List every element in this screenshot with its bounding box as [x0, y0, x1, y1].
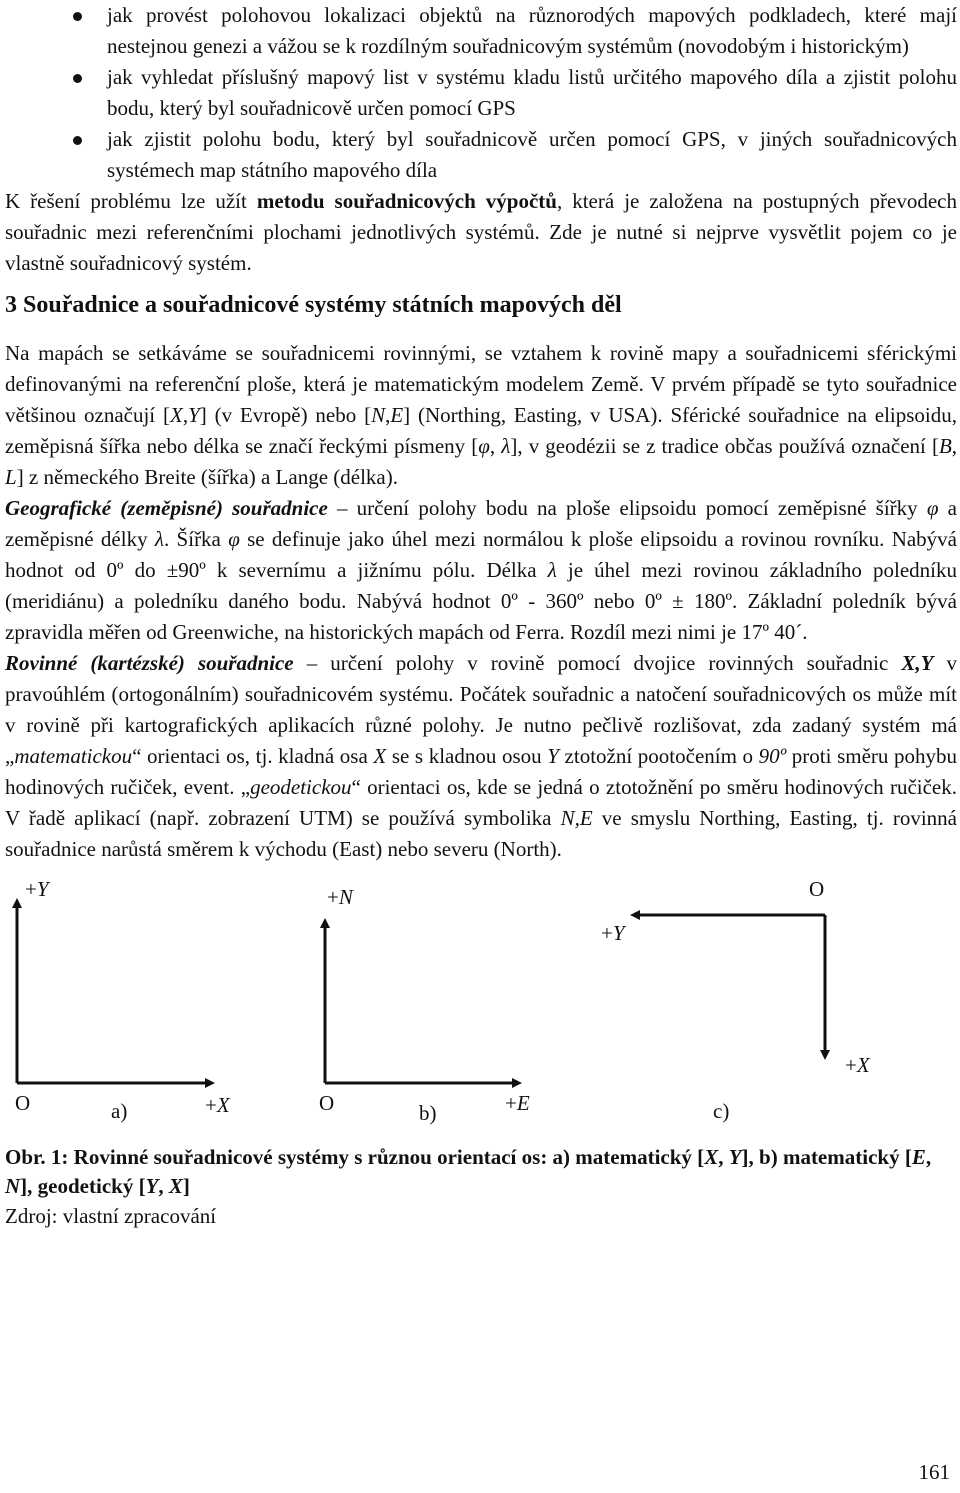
bullet-text: jak provést polohovou lokalizaci objektů na různorodých mapových podkladech, které mají nestejnou genezi a vážou se k rozdílným souřadnicovým systémům (novodobým i historickým): [107, 3, 957, 58]
symbol: φ: [478, 434, 490, 458]
symbol: λ: [547, 558, 557, 582]
emphasis: geodetickou: [250, 775, 352, 799]
sign: +: [205, 1093, 217, 1117]
text: ] z německého Breite (šířka) a Lange (délka).: [16, 465, 398, 489]
label-plus-y-a: [25, 877, 49, 901]
text: ,: [925, 1145, 932, 1169]
text: Obr. 1: Rovinné souřadnicové systémy s různou orientací os: a) matematický [: [5, 1145, 705, 1169]
term: Geografické (zeměpisné) souřadnice: [5, 496, 328, 520]
symbol: Y: [188, 403, 200, 427]
paragraph-geographic: [5, 493, 957, 648]
text: K řešení problému lze užít: [5, 189, 257, 213]
symbol: B: [938, 434, 952, 458]
symbol: λ: [501, 434, 511, 458]
text: – určení polohy bodu na ploše elipsoidu pomocí zeměpisné šířky: [327, 496, 927, 520]
text: ,: [489, 434, 502, 458]
axes-c: [635, 915, 825, 1055]
text: – určení polohy v rovině pomocí dvojice rovinných souřadnic: [293, 651, 902, 675]
bullet-text: jak vyhledat příslušný mapový list v systému kladu listů určitého mapového díla a zjistit polohu bodu, který byl souřadnicově určen pomocí GPS: [107, 65, 957, 120]
symbol: φ: [926, 496, 939, 520]
paragraph-cartesian: [5, 648, 957, 865]
text: . Šířka: [164, 527, 229, 551]
text: ztotožní pootočením o: [558, 744, 759, 768]
sign: +: [845, 1053, 857, 1077]
text: proti směru pohybu hodinových ručiček, event. „: [5, 744, 957, 799]
text: ,: [158, 1174, 169, 1198]
sign: +: [505, 1091, 517, 1115]
symbol: φ: [228, 527, 240, 551]
origin-b: O: [319, 1091, 335, 1115]
bullet-icon: [73, 136, 82, 145]
bullet-icon: [73, 12, 82, 21]
text: “ orientaci os, kde se jedná o ztotožnění po směru hodinových ručiček. V řadě aplikací (např. zobrazení UTM) se používá symbolika: [5, 775, 957, 830]
symbol: L: [5, 465, 17, 489]
intro-paragraph: [5, 186, 957, 279]
text: “ orientaci os, tj. kladná osa: [132, 744, 374, 768]
axis-name: E: [516, 1091, 530, 1115]
list-item: [5, 124, 957, 186]
text: a zeměpisné délky: [5, 496, 957, 551]
bold-term: metodu souřadnicových výpočtů: [256, 189, 557, 213]
axis-name: Y: [36, 877, 49, 901]
label-plus-y-c: [601, 921, 625, 945]
symbol: X: [373, 744, 387, 768]
text: se s kladnou osou: [386, 744, 548, 768]
text: ], geodetický [: [20, 1174, 146, 1198]
symbol: 90º: [758, 744, 787, 768]
emphasis: matematickou: [14, 744, 133, 768]
text: ]: [182, 1174, 190, 1198]
text: ] (v Evropě) nebo [: [199, 403, 372, 427]
symbol: X,Y: [901, 651, 934, 675]
coordinate-systems-figure: [5, 873, 957, 1143]
text: Na mapách se setkáváme se souřadnicemi rovinnými, se vztahem k rovině mapy a souřadnicemi sférickými definovanými na referenční ploše, která je matematickým modelem Země. V prvém případě se tyto souřadnice většinou označují [: [5, 341, 957, 427]
symbol: X: [168, 1174, 183, 1198]
axis-name: Y: [612, 921, 625, 945]
origin-a: O: [15, 1091, 31, 1115]
figure-caption: [5, 1143, 957, 1201]
text: ,: [182, 403, 189, 427]
caption-a: a): [111, 1099, 128, 1123]
bullet-icon: [73, 74, 82, 83]
sign: +: [601, 921, 613, 945]
text: ,: [385, 403, 391, 427]
list-item: [5, 0, 957, 62]
label-plus-x-c: [845, 1053, 870, 1077]
axes-diagram: [5, 873, 957, 1143]
text: , která je založena na postupných převodech souřadnic mezi referenčními plochami jednotlivých systémů. Zde je nutné si nejprve vysvětlit pojem co je vlastně souřadnicový systém.: [5, 189, 957, 275]
term: Rovinné (kartézské) souřadnice: [5, 651, 294, 675]
section-heading: 3 Souřadnice a souřadnicové systémy státních mapových děl: [5, 292, 622, 318]
symbol: λ: [154, 527, 164, 551]
symbol: N: [371, 403, 386, 427]
text: se definuje jako úhel mezi normálou k ploše elipsoidu a rovinou rovníku. Nabývá hodnot od 0º do ±90º k severnímu a jižnímu pólu. Délka: [5, 527, 958, 582]
text: ve smyslu Northing, Easting, tj. rovinná souřadnice narůstá směrem k východu (East) nebo severu (North).: [5, 806, 957, 861]
list-item: [5, 62, 957, 124]
text: je úhel mezi rovinou základního poledníku (meridiánu) a poledníku daného bodu. Nabývá hodnot 0º - 360º nebo 0º ± 180º. Základní poledník bývá zpravidla měřen od Greenwiche, na historických mapách od Ferra. Rozdíl mezi nimi je 17º 40´.: [5, 558, 957, 644]
bullet-text: jak zjistit polohu bodu, který byl souřadnicově určen pomocí GPS, v jiných souřadnicových systémech map státního mapového díla: [107, 127, 957, 182]
symbol: E: [390, 403, 404, 427]
axis-name: X: [216, 1093, 230, 1117]
page-number: 161: [918, 1460, 950, 1484]
symbol: Y: [145, 1174, 159, 1198]
text: v pravoúhlém (ortogonálním) souřadnicovém systému. Počátek souřadnic a natočení souřadnicových os může mít v rovině při kartografických aplikacích různé polohy. Je nutno pečlivě rozlišovat, zda zadaný systém má „: [5, 651, 958, 768]
symbol: E: [911, 1145, 926, 1169]
label-plus-e-b: [505, 1091, 530, 1115]
text: ], b) matematický [: [741, 1145, 912, 1169]
symbol: X: [169, 403, 183, 427]
axes-a: [17, 903, 210, 1083]
text: ,: [951, 434, 958, 458]
caption-b: b): [419, 1101, 437, 1125]
label-plus-n-b: [327, 885, 353, 909]
axis-name: X: [856, 1053, 870, 1077]
symbol: N,E: [560, 806, 593, 830]
sign: +: [25, 877, 37, 901]
symbol: X: [704, 1145, 719, 1169]
figure-source: Zdroj: vlastní zpracování: [5, 1204, 217, 1228]
axes-b: [325, 923, 517, 1083]
symbol: Y: [728, 1145, 742, 1169]
text: ], v geodézii se z tradice občas používá označení [: [510, 434, 939, 458]
text: ,: [718, 1145, 729, 1169]
sign: +: [327, 885, 339, 909]
origin-c: O: [809, 877, 825, 901]
caption-c: c): [713, 1099, 730, 1123]
document-page: [5, 0, 957, 1231]
paragraph-coordinates: [5, 338, 957, 493]
symbol: Y: [547, 744, 559, 768]
bullet-list: [5, 0, 957, 186]
symbol: N: [5, 1174, 21, 1198]
text: ] (Northing, Easting, v USA). Sférické souřadnice na elipsoidu, zeměpisná šířka nebo délka se značí řeckými písmeny [: [5, 403, 957, 458]
axis-name: N: [338, 885, 353, 909]
label-plus-x-a: [205, 1093, 230, 1117]
